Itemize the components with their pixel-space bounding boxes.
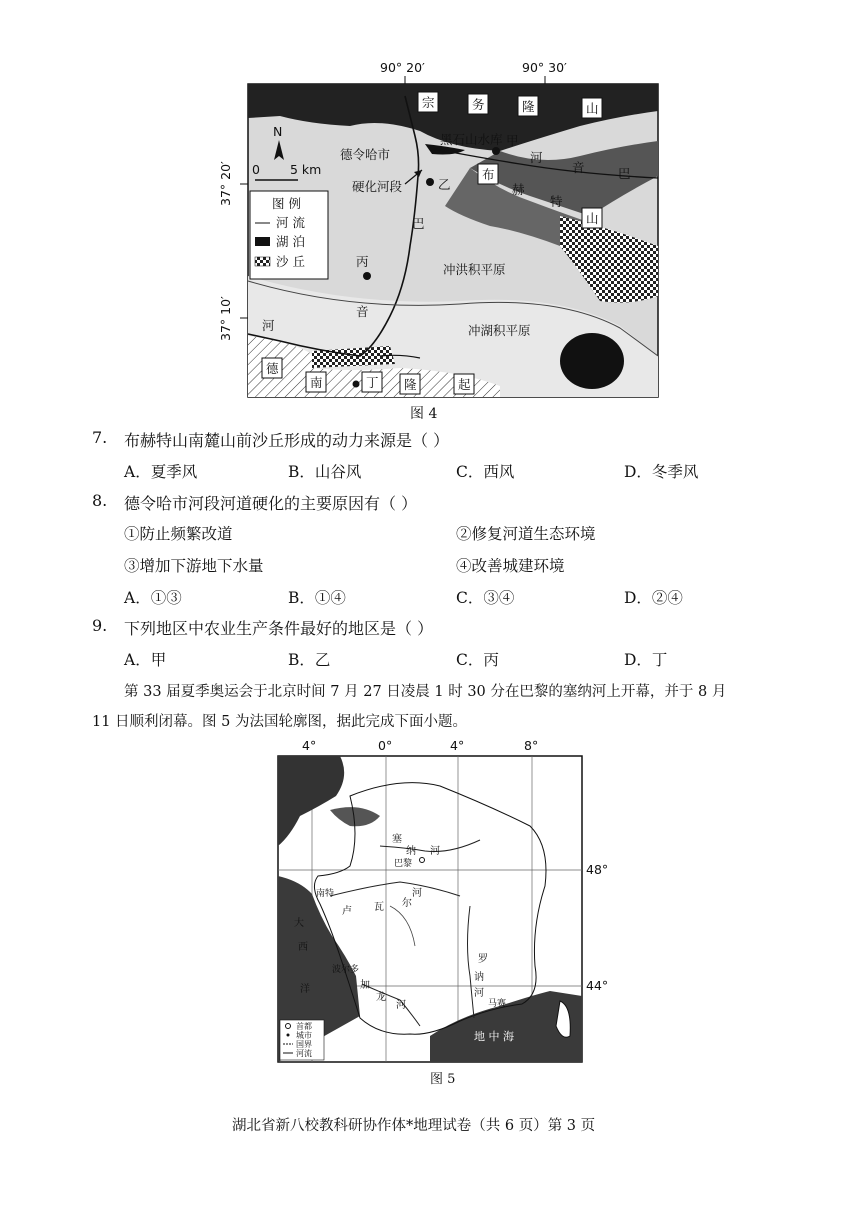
- f5-lat-1: 48°: [586, 862, 609, 877]
- svg-text:务: 务: [472, 97, 485, 112]
- svg-text:山: 山: [586, 211, 599, 226]
- f5-lon-3: 4°: [450, 738, 465, 753]
- scale-value: 5 km: [290, 162, 322, 177]
- f5-lon-4: 8°: [524, 738, 539, 753]
- q7-stem: 布赫特山南麓山前沙丘形成的动力来源是（ ）: [124, 431, 450, 450]
- legend-lake-swatch: [255, 237, 270, 246]
- figure-4: [200, 56, 670, 426]
- point-jia-dot: [492, 147, 500, 155]
- q7-num: 7.: [92, 428, 108, 447]
- passage-line-1: 第 33 届夏季奥运会于北京时间 7 月 27 日凌晨 1 时 30 分在巴黎的塞纳河上开幕，并于 8 月: [124, 684, 727, 700]
- svg-text:纳: 纳: [406, 846, 416, 857]
- point-bing: 丙: [356, 254, 369, 269]
- hardened-section: 硬化河段: [352, 179, 403, 194]
- svg-text:卢: 卢: [342, 906, 352, 917]
- lat-label-2: 37° 10′: [218, 296, 233, 341]
- svg-text:尔: 尔: [402, 898, 412, 909]
- svg-text:塞: 塞: [392, 834, 402, 845]
- figure-5-map: [260, 736, 620, 1066]
- figure-4-map: [200, 56, 670, 426]
- svg-text:隆: 隆: [404, 377, 417, 392]
- svg-text:河流: 河流: [296, 1049, 312, 1058]
- river-ba: 巴: [618, 166, 631, 181]
- chonghong-plain: 冲洪积平原: [443, 262, 506, 277]
- legend-dune: 沙 丘: [276, 254, 305, 269]
- q9-option-a[interactable]: A．甲: [124, 651, 167, 669]
- passage-line-2: 11 日顺利闭幕。图 5 为法国轮廓图，据此完成下面小题。: [92, 714, 468, 730]
- q8-statement-1: ①防止频繁改道: [124, 525, 233, 543]
- lat-label-1: 37° 20′: [218, 161, 233, 206]
- svg-text:城市: 城市: [296, 1031, 312, 1040]
- f5-lon-1: 4°: [302, 738, 317, 753]
- svg-text:首都: 首都: [296, 1022, 312, 1031]
- point-yi: 乙: [438, 177, 451, 192]
- lon-label-1: 90° 20′: [380, 60, 425, 75]
- q8-option-c[interactable]: C．③④: [456, 589, 515, 607]
- q8-option-b[interactable]: B．①④: [288, 589, 346, 607]
- svg-text:洋: 洋: [300, 984, 310, 995]
- delingha-city: 德令哈市: [340, 147, 391, 162]
- svg-text:布: 布: [482, 167, 495, 182]
- q7-option-d[interactable]: D．冬季风: [624, 463, 699, 481]
- q8-option-a[interactable]: A．①③: [124, 589, 182, 607]
- svg-text:龙: 龙: [376, 992, 386, 1003]
- svg-text:罗: 罗: [478, 954, 488, 965]
- north-label: N: [273, 124, 283, 139]
- point-yi-dot: [426, 178, 434, 186]
- figure-5-caption: 图 5: [430, 1072, 456, 1087]
- svg-text:宗: 宗: [422, 95, 435, 110]
- q7-option-a[interactable]: A．夏季风: [124, 463, 198, 481]
- point-jia: 甲: [506, 133, 519, 148]
- svg-text:讷: 讷: [474, 972, 484, 983]
- f5-lat-2: 44°: [586, 978, 609, 993]
- scale-zero: 0: [252, 162, 260, 177]
- figure-4-caption: 图 4: [410, 406, 438, 422]
- svg-text:南: 南: [310, 375, 323, 390]
- chonghu-plain: 冲湖积平原: [468, 323, 531, 338]
- page-footer: 湖北省新八校教科研协作体*地理试卷（共 6 页）第 3 页: [232, 1118, 596, 1134]
- svg-text:山: 山: [586, 101, 599, 116]
- legend-dune-swatch: [255, 257, 270, 266]
- q9-option-d[interactable]: D．丁: [624, 651, 668, 669]
- legend-river: 河 流: [276, 215, 305, 230]
- svg-text:瓦: 瓦: [374, 902, 384, 913]
- f5-legend: [280, 1020, 324, 1060]
- svg-text:西: 西: [298, 942, 308, 953]
- river-he: 河: [530, 150, 543, 165]
- svg-text:起: 起: [458, 377, 471, 392]
- heishishan-reservoir: 黑石山水库: [440, 132, 503, 147]
- svg-text:赫: 赫: [512, 182, 525, 197]
- q8-statement-2: ②修复河道生态环境: [456, 525, 596, 543]
- svg-text:波尔多: 波尔多: [332, 965, 360, 975]
- river-yin: 音: [572, 160, 585, 175]
- svg-text:德: 德: [266, 361, 279, 376]
- svg-text:马赛: 马赛: [488, 999, 507, 1009]
- svg-text:丁: 丁: [366, 375, 379, 390]
- point-bing-dot: [363, 272, 371, 280]
- q8-stem: 德令哈市河段河道硬化的主要原因有（ ）: [124, 494, 418, 513]
- river-label-he: 河: [262, 318, 275, 333]
- q9-option-b[interactable]: B．乙: [288, 651, 331, 669]
- f5-lon-2: 0°: [378, 738, 393, 753]
- q8-statement-4: ④改善城建环境: [456, 557, 565, 575]
- q9-num: 9.: [92, 616, 108, 635]
- svg-text:隆: 隆: [522, 99, 535, 114]
- svg-text:加: 加: [360, 980, 370, 991]
- river-label-yin: 音: [356, 304, 369, 319]
- svg-text:河: 河: [474, 988, 484, 999]
- river-label-ba: 巴: [412, 216, 425, 231]
- svg-text:河: 河: [412, 888, 422, 899]
- svg-text:国界: 国界: [296, 1040, 312, 1049]
- legend-lake: 湖 泊: [276, 234, 305, 249]
- figure-5: [260, 736, 620, 1066]
- lon-label-2: 90° 30′: [522, 60, 567, 75]
- q9-stem: 下列地区中农业生产条件最好的地区是（ ）: [124, 619, 434, 638]
- q8-statement-3: ③增加下游地下水量: [124, 557, 264, 575]
- svg-text:河: 河: [430, 846, 440, 857]
- q7-option-b[interactable]: B．山谷风: [288, 463, 362, 481]
- legend-title: 图 例: [272, 196, 301, 211]
- q8-num: 8.: [92, 491, 108, 510]
- svg-text:地 中 海: 地 中 海: [474, 1030, 514, 1043]
- q9-option-c[interactable]: C．丙: [456, 651, 499, 669]
- svg-text:巴黎: 巴黎: [394, 859, 413, 869]
- q7-option-c[interactable]: C．西风: [456, 463, 515, 481]
- svg-text:特: 特: [550, 194, 563, 209]
- svg-text:河: 河: [396, 1000, 406, 1011]
- svg-text:南特: 南特: [316, 889, 335, 899]
- svg-text:大: 大: [294, 918, 304, 929]
- q8-option-d[interactable]: D．②④: [624, 589, 683, 607]
